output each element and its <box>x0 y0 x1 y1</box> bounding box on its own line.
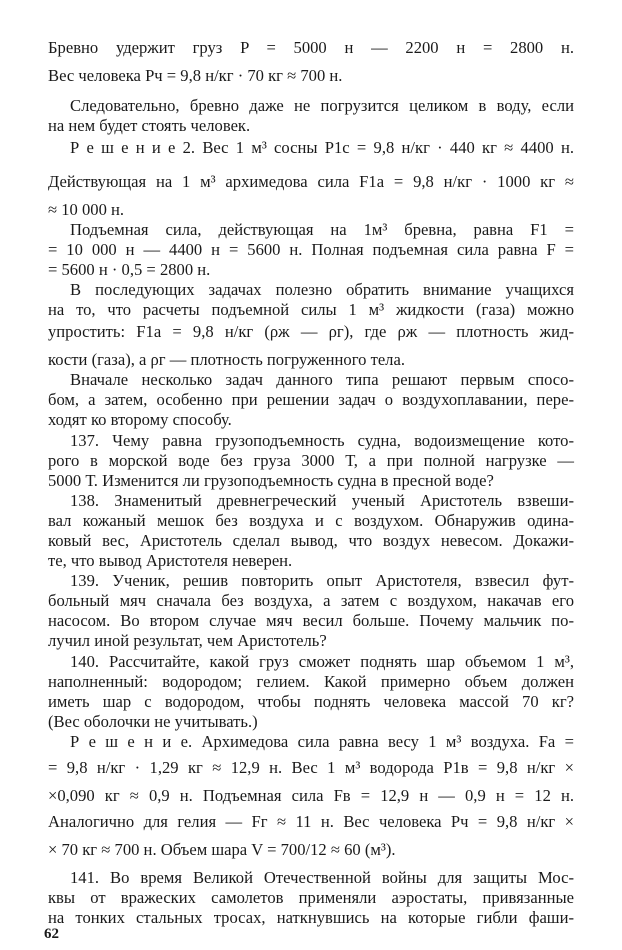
text-line: 139. Ученик, решив повторить опыт Аристотеля, взвесил фут- <box>70 571 574 590</box>
text-line: = 10 000 н — 4400 н = 5600 н. Полная подъемная сила равна F = <box>48 240 574 259</box>
text-line: иметь шар с водородом, чтобы поднять человека массой 70 кг? <box>48 692 574 711</box>
text-line: Р е ш е н и е. Архимедова сила равна весу 1 м³ воздуха. Fа = <box>70 732 574 751</box>
text-line: = 9,8 н/кг · 1,29 кг ≈ 12,9 н. Вес 1 м³ водорода P1в = 9,8 н/кг × <box>48 758 574 777</box>
text-line: ×0,090 кг ≈ 0,9 н. Подъемная сила Fв = 12,9 н — 0,9 н = 12 н. <box>48 786 574 805</box>
text-line: на тонких стальных тросах, наткнувшись на которые гибли фаши- <box>48 908 574 927</box>
text-line: рого в морской воде без груза 3000 Т, а при полной нагрузке — <box>48 451 574 470</box>
text-line: 138. Знаменитый древнегреческий ученый Аристотель взвеши- <box>70 491 574 510</box>
page-number: 62 <box>44 926 59 942</box>
text-line: 5000 Т. Изменится ли грузоподъемность судна в пресной воде? <box>48 471 494 490</box>
text-line: 137. Чему равна грузоподъемность судна, водоизмещение кото- <box>70 431 574 450</box>
text-line: кости (газа), а ρг — плотность погруженного тела. <box>48 350 405 369</box>
text-line: Следовательно, бревно даже не погрузится целиком в воду, если <box>70 96 574 115</box>
text-line: Бревно удержит груз P = 5000 н — 2200 н = 2800 н. <box>48 38 574 57</box>
text-line: те, что вывод Аристотеля неверен. <box>48 551 293 570</box>
text-line: вал кожаный мешок без воздуха и с воздухом. Обнаружив одина- <box>48 511 574 530</box>
text-line: × 70 кг ≈ 700 н. Объем шара V = 700/12 ≈ 60 (м³). <box>48 840 396 859</box>
text-line: насосом. Во втором случае мяч весил больше. Почему мальчик по- <box>48 611 574 630</box>
text-line: ковый вес, Аристотель сделал вывод, что воздух невесом. Докажи- <box>48 531 574 550</box>
text-line: Аналогично для гелия — Fг ≈ 11 н. Вес человека Pч = 9,8 н/кг × <box>48 812 574 831</box>
text-line: на то, что расчеты подъемной силы 1 м³ жидкости (газа) можно <box>48 300 574 319</box>
text-line: 140. Рассчитайте, какой груз сможет поднять шар объемом 1 м³, <box>70 652 574 671</box>
text-line: квы от вражеских самолетов применяли аэростаты, привязанные <box>48 888 574 907</box>
text-line: Р е ш е н и е 2. Вес 1 м³ сосны P1с = 9,8 н/кг · 440 кг ≈ 4400 н. <box>70 138 574 157</box>
text-line: Вначале несколько задач данного типа решают первым спосо- <box>70 370 574 389</box>
text-line: бом, а затем, особенно при решении задач о воздухоплавании, пере- <box>48 390 574 409</box>
text-line: Вес человека Pч = 9,8 н/кг · 70 кг ≈ 700 н. <box>48 66 343 85</box>
text-line: Действующая на 1 м³ архимедова сила F1а = 9,8 н/кг · 1000 кг ≈ <box>48 172 574 191</box>
text-line: В последующих задачах полезно обратить внимание учащихся <box>70 280 574 299</box>
text-line: ходят ко второму способу. <box>48 410 232 429</box>
text-line: = 5600 н · 0,5 = 2800 н. <box>48 260 211 279</box>
text-line: больный мяч сначала без воздуха, а затем с воздухом, накачав его <box>48 591 574 610</box>
text-line: Подъемная сила, действующая на 1м³ бревна, равна F1 = <box>70 220 574 239</box>
text-line: на нем будет стоять человек. <box>48 116 251 135</box>
text-line: ≈ 10 000 н. <box>48 200 125 219</box>
text-line: лучил иной результат, чем Аристотель? <box>48 631 327 650</box>
text-line: наполненный: водородом; гелием. Какой примерно объем должен <box>48 672 574 691</box>
text-line: (Вес оболочки не учитывать.) <box>48 712 258 731</box>
text-line: 141. Во время Великой Отечественной войны для защиты Мос- <box>70 868 574 887</box>
text-line: упростить: F1а = 9,8 н/кг (ρж — ρг), где ρж — плотность жид- <box>48 322 574 341</box>
